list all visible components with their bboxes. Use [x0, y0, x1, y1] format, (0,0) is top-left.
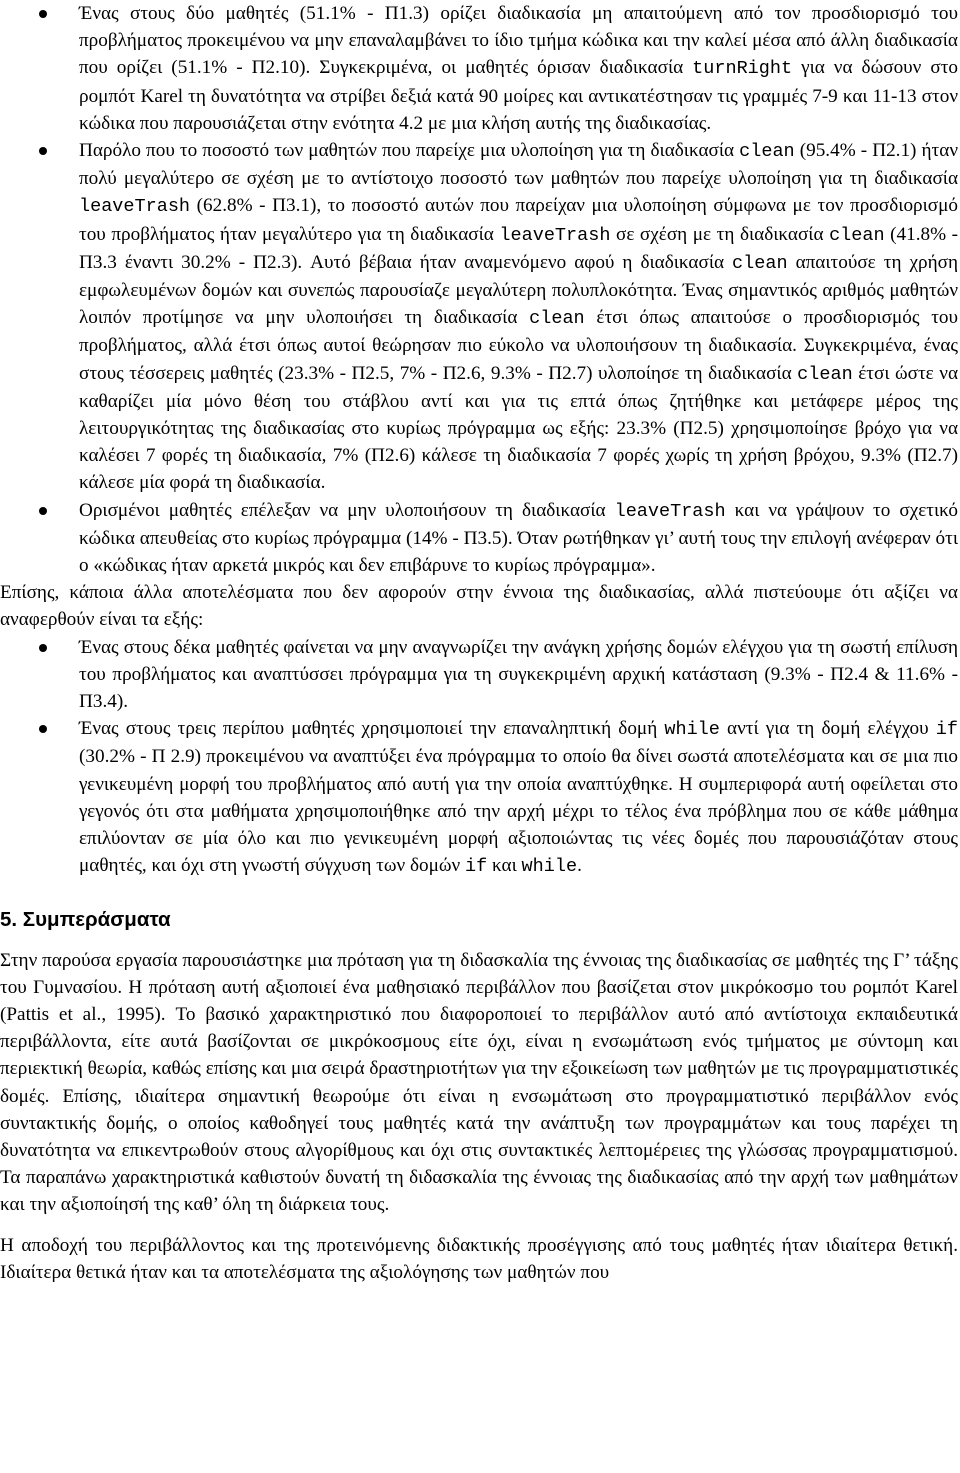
list-text: έτσι όπως απαιτούσε ο προσδιορισμός του προβλήματος, αλλά έτσι όπως αυτοί θεώρησαν πιο εύκολο να υλοποιήσουν τη διαδικασία. Συγκεκριμένα, ένας στους τέσσερεις μαθητές (23.3% - Π2.5, 7% - Π2.6, 9.3% - Π2.7) υλοποίησε τη διαδικασία	[79, 307, 958, 384]
code-identifier: clean	[797, 363, 853, 385]
code-identifier: if	[935, 719, 958, 741]
bullet-icon	[39, 725, 47, 733]
list-text: για να δώσουν στο ρομπότ Karel τη δυνατότητα να στρίβει δεξιά κατά 90 μοίρες και αντικατέστησαν τις γραμμές 7-9 και 11-13 στον κώδικα που παρουσιάζεται στην ενότητα 4.2 με μια κλήση αυτής της διαδικασίας.	[79, 57, 958, 134]
list-text: έτσι ώστε να καθαρίζει μία μόνο θέση του στάβλου αντί και για τις επτά όπως ζητήθηκε και μετάφερε μέρος της λειτουργικότητας της διαδικασίας στο κυρίως πρόγραμμα ως εξής: 23.3% (Π2.5) χρησιμοποίησε βρόχο για να καλέσει 7 φορές τη διαδικασία, 7% (Π2.6) κάλεσε τη διαδικασία 7 φορές χωρίς τη χρήση βρόχου, 9.3% (Π2.7) κάλεσε μία φορά τη διαδικασία.	[79, 362, 958, 494]
code-identifier: leaveTrash	[614, 500, 726, 522]
code-identifier: while	[664, 719, 720, 741]
conclusion-paragraph-2: Η αποδοχή του περιβάλλοντος και της προτεινόμενης διδακτικής προσέγγισης από τους μαθητές ήταν ιδιαίτερα θετική. Ιδιαίτερα θετικά ήταν και τα αποτελέσματα της αξιολόγησης των μαθητών που	[0, 1234, 958, 1283]
list-text: (41.8% - Π3.3 έναντι 30.2% - Π2.3). Αυτό βέβαια ήταν αναμενόμενο αφού η διαδικασία	[79, 223, 959, 273]
list-text: Ένας στους τρεις περίπου μαθητές χρησιμοποιεί την επαναληπτική δομή	[79, 718, 665, 740]
list-item	[0, 497, 958, 580]
list-text: και	[487, 855, 522, 877]
bullet-icon	[39, 507, 47, 515]
findings-list	[0, 0, 958, 579]
list-text: (95.4% - Π2.1) ήταν πολύ μεγαλύτερο σε σχέση με το αντίστοιχο ποσοστό των μαθητών που παρείχε υλοποίηση για τη διαδικασία	[79, 140, 958, 190]
code-identifier: clean	[739, 141, 795, 163]
list-item	[0, 137, 958, 497]
other-results-list	[0, 634, 958, 881]
intro-paragraph: Επίσης, κάποια άλλα αποτελέσματα που δεν αφορούν στην έννοια της διαδικασίας, αλλά πιστεύουμε ότι αξίζει να αναφερθούν είναι τα εξής:	[0, 582, 958, 631]
code-identifier: while	[521, 856, 578, 878]
bullet-icon	[39, 10, 47, 18]
list-text: (62.8% - Π3.1), το ποσοστό αυτών που παρείχαν μια υλοποίηση σύμφωνα με τον προσδιορισμό του προβλήματος ήταν μεγαλύτερο για τη διαδικασία	[79, 195, 958, 245]
code-identifier: leaveTrash	[79, 196, 191, 218]
code-identifier: clean	[732, 252, 788, 274]
code-identifier: clean	[829, 224, 885, 246]
list-text: αντί για τη δομή ελέγχου	[719, 718, 936, 740]
list-text: και να γράψουν το σχετικό κώδικα απευθείας στο κυρίως πρόγραμμα (14% - Π3.5). Όταν ρωτήθηκαν γι’ αυτή τους την επιλογή ανέφεραν ότι ο «κώδικας ήταν αρκετά μικρός και δεν επιβάρυνε το κυρίως πρόγραμμα».	[79, 499, 959, 577]
list-text: Ένας στους δέκα μαθητές φαίνεται να μην αναγνωρίζει την ανάγκη χρήσης δομών ελέγχου για τη σωστή επίλυση του προβλήματος και αναπτύσσει πρόγραμμα για τη συγκεκριμένη αρχική κατάσταση (9.3% - Π2.4 & 11.6% - Π3.4).	[79, 636, 958, 713]
bullet-icon	[39, 644, 47, 652]
code-identifier: leaveTrash	[499, 224, 611, 246]
list-item	[0, 715, 958, 880]
code-identifier: clean	[529, 308, 585, 330]
list-text: (30.2% - Π 2.9) προκειμένου να αναπτύξει ένα πρόγραμμα το οποίο θα δίνει σωστά αποτελέσματα και σε μια πιο γενικευμένη μορφή του προβλήματος από αυτή για την οποία αναπτύχθηκε. Η συμπεριφορά αυτή οφείλεται στο γεγονός ότι στα μαθήματα χρησιμοποιήθηκε από την αρχή μέχρι το τέλος ένα πρόβλημα που σε κάθε μάθημα επιλύονταν σε μία όλο και πιο γενικευμένη μορφή αξιοποιώντας τις νέες δομές που παρουσιάζόταν στους μαθητές, και όχι στη γνωστή σύγχυση των δομών	[79, 746, 958, 877]
bullet-icon	[39, 147, 47, 155]
list-text: Ορισμένοι μαθητές επέλεξαν να μην υλοποιήσουν τη διαδικασία	[79, 499, 615, 521]
list-text: Ένας στους δύο μαθητές (51.1% - Π1.3) ορίζει διαδικασία μη απαιτούμενη από τον προσδιορισμό του προβλήματος προκειμένου να μην επαναλαμβάνει το ίδιο τμήμα κώδικα και την καλεί μέσα από άλλη διαδικασία που ορίζει (51.1% - Π2.10). Συγκεκριμένα, οι μαθητές όρισαν διαδικασία	[79, 3, 958, 79]
list-text: απαιτούσε τη χρήση εμφωλευμένων δομών και συνεπώς παρουσίαζε μεγαλύτερη πολυπλοκότητα. Ένας σημαντικός αριθμός μαθητών λοιπόν προτίμησε να μην υλοποιήσει τη διαδικασία	[79, 251, 958, 329]
conclusion-paragraph-1: Στην παρούσα εργασία παρουσιάστηκε μια πρόταση για τη διδασκαλία της έννοιας της διαδικασίας σε μαθητές της Γ’ τάξης του Γυμνασίου. Η πρόταση αυτή αξιοποιεί ένα μαθησιακό περιβάλλον που βασίζεται στον μικρόκοσμο του ρομπότ Karel (Pattis et al., 1995). Το βασικό χαρακτηριστικό που διαφοροποιεί το περιβάλλον αυτό από αντίστοιχα εκπαιδευτικά περιβάλλοντα, είτε αυτά βασίζονται σε μικρόκοσμους είτε όχι, είναι η ενσωμάτωση ενός τμήματος με σύντομη και περιεκτική θεωρία, καθώς επίσης και μια σειρά δραστηριοτήτων για την εξοικείωση των μαθητών με τις προγραμματιστικές δομές. Επίσης, ιδιαίτερα σημαντική θεωρούμε ότι είναι η ενσωμάτωση στο προγραμματιστικό περιβάλλον ενός συντακτικής δομής, ο οποίος καθοδηγεί τους μαθητές κατά την ανάπτυξη των προγραμμάτων και τους παρέχει τη δυνατότητα να επικεντρωθούν στους αλγορίθμους και όχι στις συντακτικές λεπτομέρειες της γλώσσας προγραμματισμού. Τα παραπάνω χαρακτηριστικά καθιστούν δυνατή τη διδασκαλία της έννοιας της διαδικασίας από την αρχή των μαθημάτων και την αξιοποίησή της καθ’ όλη τη διάρκεια τους.	[0, 949, 958, 1216]
list-text: Παρόλο που το ποσοστό των μαθητών που παρείχε μια υλοποίηση για τη διαδικασία	[79, 140, 740, 162]
list-item	[0, 634, 958, 716]
list-text: σε σχέση με τη διαδικασία	[610, 223, 830, 245]
list-item	[0, 0, 958, 137]
list-text: .	[577, 855, 582, 877]
code-identifier: turnRight	[692, 58, 793, 80]
section-heading: 5. Συμπεράσματα	[0, 907, 171, 931]
code-identifier: if	[465, 856, 488, 878]
